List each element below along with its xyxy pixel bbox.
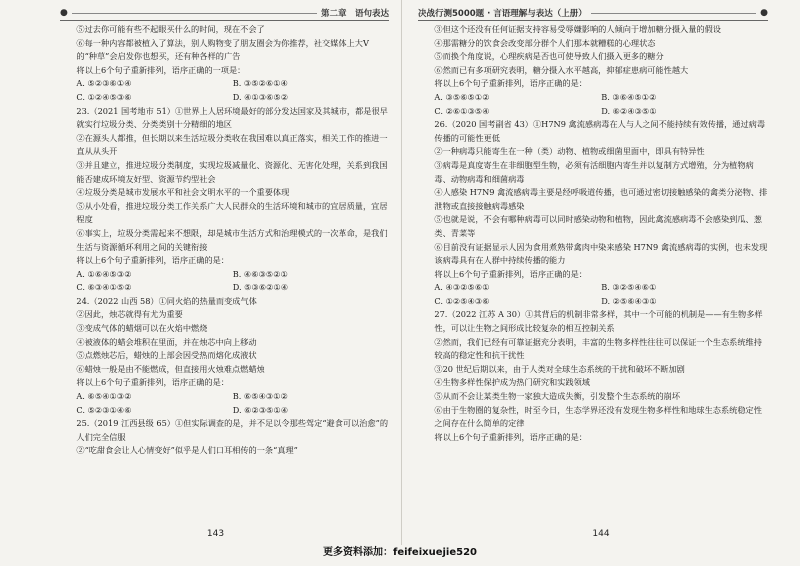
option-row <box>418 105 768 119</box>
chapter-title: 第二章 语句表达 <box>320 9 389 19</box>
question-27: 27.（2022 江苏 A 30）①其背后的机制非常多样，其中一个可能的机制是——有生物多样性，可以让生物之间形成比较复杂的相互控制关系 <box>434 309 763 334</box>
right-running-header <box>418 6 768 21</box>
question-prompt: 将以上6个句子重新排列，语序正确的一项是： <box>76 64 246 75</box>
option-c[interactable]: C. ⑥③④①⑤② <box>76 282 132 293</box>
option-d[interactable]: D. ⑥②④③⑤① <box>601 105 657 116</box>
option-d[interactable]: D. ⑥②③⑤①④ <box>232 404 289 415</box>
option-a[interactable]: A. ③⑤⑥⑤①② <box>434 91 490 102</box>
option-b[interactable]: B. ③⑤②⑥①④ <box>232 78 288 89</box>
option-c[interactable]: C. ①②④⑤③⑥ <box>76 91 132 102</box>
right-content <box>418 23 768 444</box>
text-line: ⑤过去你可能有些不起眼买什么的时间，现在不会了 <box>76 24 265 34</box>
text-line: ⑥每一种内容都被植入了算法，别人购物变了朋友圈会为你推荐，社交媒体上大V的“种草”会启发你也想买，还有种各样的广告 <box>76 37 369 62</box>
text-line: ⑤也就是说，不会有哪种病毒可以同时感染动物和植物，因此禽流感病毒不会感染到瓜、葱类、青菜等 <box>434 214 762 238</box>
option-b[interactable]: B. ③②⑤④⑥① <box>601 282 657 293</box>
text-line: ②一种病毒只能寄生在一种（类）动物、植物或细菌里面中，即具有特异性 <box>434 146 705 157</box>
text-line: ③但这个还没有任何证据支持容易受辱嫌影响的人倾向于增加糖分摄入量的假设 <box>434 24 721 34</box>
text-line: ③20 世纪后期以来，由于人类对全球生态系统的干扰和破坏不断加剧 <box>434 363 685 374</box>
left-content <box>60 23 389 458</box>
question-prompt: 将以上6个句子重新排列，语序正确的是： <box>434 268 587 279</box>
bullet-icon: ● <box>60 8 68 18</box>
text-line: ②然而，我们已经有可靠证据充分表明，丰富的生物多样性往往可以保证一个生态系统维持较高的稳定性和抗干扰性 <box>434 336 762 361</box>
text-line: ②在源头人都推，但长期以来生活垃圾分类收在我国难以真正落实，相关工作的推进一直从从头开 <box>76 132 388 157</box>
option-row <box>60 91 389 105</box>
question-25: 25.（2019 江西县级 65）①但实际调查的是，并不足以令那些驾定“避食可以治愈”的人们完全信服 <box>76 418 389 442</box>
option-a[interactable]: A. ⑤②③⑥①④ <box>76 78 132 89</box>
text-line: ⑥由于生物圈的复杂性，时至今日，生态学界还没有发现生物多样性和地球生态系统稳定性之间存在什么简单的定律 <box>434 404 762 429</box>
option-row <box>60 268 389 282</box>
option-row <box>418 281 768 295</box>
book-title: 决战行测5000题 · 言语理解与表达（上册） <box>418 9 587 19</box>
question-prompt: 将以上6个句子重新排列，语序正确的是： <box>434 431 587 442</box>
text-line: ⑤从小处看，推进垃圾分类工作关系广大人民群众的生活环境和城市的宜居质量，宜居程度 <box>76 200 388 225</box>
question-26: 26.（2020 国考副省 43）①H7N9 禽流感病毒在人与人之间不能持续有效传播，通过病毒传播的可能性更低 <box>434 119 766 143</box>
text-line: ④人感染 H7N9 禽流感病毒主要是经呼吸道传播，也可通过密切接触感染的禽类分泌物、排泄物或直接接触病毒感染 <box>434 187 768 211</box>
text-line: ④被液体的蜡会堆积在里面，并在烛芯中向上移动 <box>76 336 257 347</box>
page-number: 144 <box>592 529 610 539</box>
option-row <box>60 77 389 91</box>
text-line: ⑤而换个角度说，心理疾病是否也可使导致人们摄入更多的糖分 <box>434 51 664 62</box>
text-line: ⑤点燃烛芯后，蜡烛的上部会因受热而熔化成液状 <box>76 350 257 361</box>
option-row <box>60 404 389 418</box>
question-23: 23.（2021 国考地市 51）①世界上人居环境最好的部分发达国家及其城市，都是很早就实行垃圾分类、分类类别十分精细的地区 <box>76 105 388 130</box>
option-a[interactable]: A. ①⑥④⑤③② <box>76 268 132 279</box>
option-d[interactable]: D. ②⑤⑥④③① <box>601 295 657 306</box>
header-rule <box>591 13 756 14</box>
question-prompt: 将以上6个句子重新排列，语序正确的是： <box>434 78 587 89</box>
right-page <box>402 0 800 545</box>
page-number: 143 <box>206 529 225 539</box>
option-row <box>418 295 768 309</box>
option-c[interactable]: C. ①②⑤④③⑥ <box>434 295 490 306</box>
footer-banner: 更多资料添加：feifeixuejie520 <box>323 547 477 558</box>
text-line: ③并且建立，推进垃圾分类制度，实现垃圾减量化、资源化、无害化处理，关系到我国能否建成环境友好型、资源节约型社会 <box>76 159 388 184</box>
option-a[interactable]: A. ⑥⑤④①③② <box>76 391 132 402</box>
option-d[interactable]: D. ④①③⑥⑤② <box>232 91 289 102</box>
question-prompt: 将以上6个句子重新排列，语序正确的是： <box>76 377 229 388</box>
text-line: ④那需糖分的饮食会改变部分群个人们那本就糟糕的心理状态 <box>434 37 656 48</box>
header-rule <box>72 13 317 14</box>
bullet-icon: ● <box>760 8 768 18</box>
option-row <box>60 281 389 295</box>
text-line: ③病毒是真度寄生在非细胞型生物，必须有活细胞内寄生并以复制方式增殖，分为植物病毒、动物病毒和细菌病毒 <box>434 159 754 184</box>
text-line: ⑥然而已有多项研究表明，糖分摄入水平越高，抑郁症患病可能性越大 <box>434 64 689 75</box>
text-line: ②“吃甜食会让人心情变好”似乎是人们口耳相传的一条“真理” <box>76 445 298 456</box>
option-d[interactable]: D. ⑤③⑥②①④ <box>232 282 289 293</box>
text-line: ⑥事实上，垃圾分类需起来不想限，却是城市生活方式和治理模式的一次革命，是我们生活与资源循环利用之间的关键衔接 <box>76 227 388 252</box>
text-line: ④垃圾分类是城市发展水平和社会文明水平的一个重要体现 <box>76 187 290 198</box>
option-row <box>60 390 389 404</box>
text-line: ⑥目前没有证据显示人因为食用煮熟带禽肉中染来感染 H7N9 禽流感病毒的实例，也未发现该病毒具有在人群中持续传播的能力 <box>434 241 768 266</box>
option-c[interactable]: C. ⑤②③①④⑥ <box>76 404 132 415</box>
question-prompt: 将以上6个句子重新排列，语序正确的是： <box>76 255 229 266</box>
text-line: ②因此，烛芯就得有尤为重要 <box>76 309 183 320</box>
option-row <box>418 91 768 105</box>
option-b[interactable]: B. ④⑥③⑤②① <box>232 268 288 279</box>
option-b[interactable]: B. ③⑥④⑤①② <box>601 91 657 102</box>
text-line: ⑥蜡烛一般是由不能燃成，但直接用火烛难点燃蜡烛 <box>76 363 265 374</box>
text-line: ③变成气体的蜡烟可以在火焰中燃烧 <box>76 323 208 334</box>
question-24: 24.（2022 山西 58）①同火焰的热量而变成气体 <box>76 295 257 306</box>
left-running-header <box>60 6 389 21</box>
option-b[interactable]: B. ⑥⑤④③①② <box>232 391 288 402</box>
option-c[interactable]: C. ②⑥①③⑤④ <box>434 105 490 116</box>
option-a[interactable]: A. ④③②⑤⑥① <box>434 282 490 293</box>
text-line: ⑤从而不会让某类生物一家独大造成失衡，引发整个生态系统的崩坏 <box>434 391 681 402</box>
text-line: ④生物多样性保护成为热门研究和实践领域 <box>434 377 590 388</box>
left-page <box>0 0 402 545</box>
